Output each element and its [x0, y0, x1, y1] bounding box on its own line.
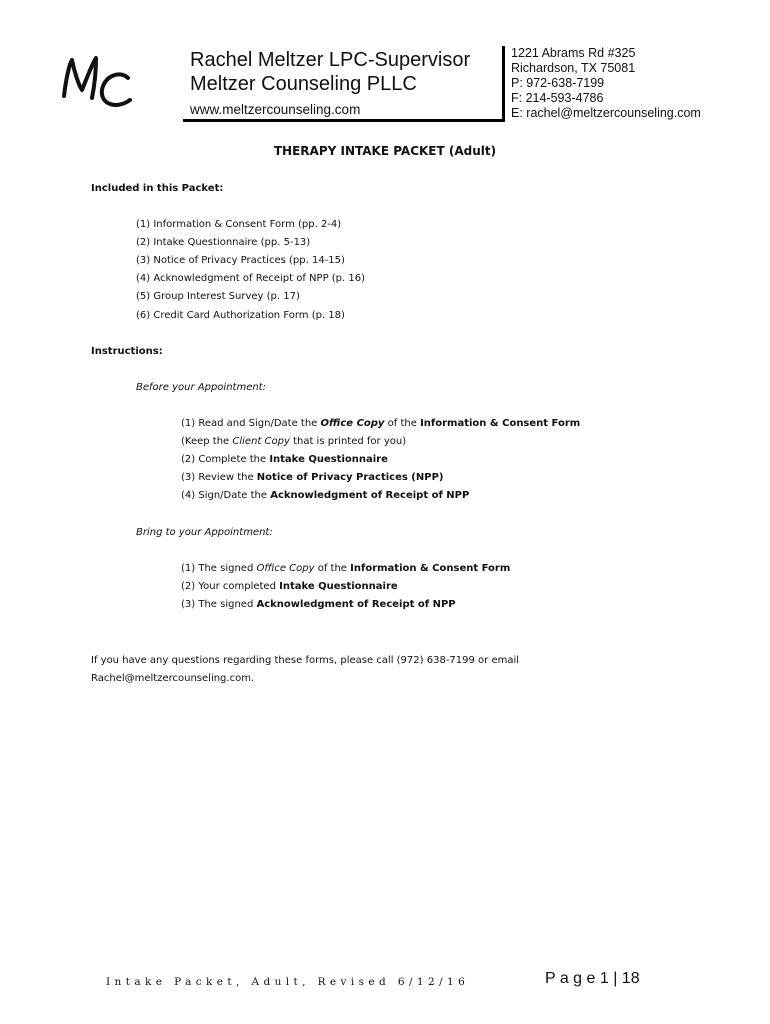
document-title: THERAPY INTAKE PACKET (Adult) — [273, 144, 497, 158]
before-step-1-note: (Keep the Client Copy that is printed for you) — [181, 436, 407, 447]
list-item: (2) Intake Questionnaire (pp. 5-13) — [136, 237, 311, 248]
bring-item-3: (3) The signed Acknowledgment of Receipt of NPP — [181, 599, 456, 610]
fax-number: F: 214-593-4786 — [511, 91, 604, 105]
list-item: (3) Notice of Privacy Practices (pp. 14-15) — [136, 255, 345, 266]
list-item: (6) Credit Card Authorization Form (p. 18) — [136, 310, 345, 321]
practice-name: Meltzer Counseling PLLC — [190, 73, 417, 95]
instructions-heading: Instructions: — [91, 346, 163, 357]
before-appointment-heading: Before your Appointment: — [136, 382, 266, 393]
before-step-3: (3) Review the Notice of Privacy Practices (NPP) — [181, 472, 444, 483]
list-item: (5) Group Interest Survey (p. 17) — [136, 291, 300, 302]
practice-header — [190, 48, 470, 120]
phone-number: P: 972-638-7199 — [511, 76, 605, 90]
closing-line-1: If you have any questions regarding these forms, please call (972) 638-7199 or email — [91, 655, 520, 666]
included-heading: Included in this Packet: — [91, 183, 224, 194]
header-vertical-divider — [502, 46, 505, 122]
bring-item-1: (1) The signed Office Copy of the Information & Consent Form — [181, 563, 511, 574]
list-item: (1) Information & Consent Form (pp. 2-4) — [136, 219, 342, 230]
page-number: P a g e 1 | 18 — [545, 970, 640, 987]
address-line-1: 1221 Abrams Rd #325 — [511, 46, 636, 60]
bring-appointment-heading: Bring to your Appointment: — [136, 527, 273, 538]
before-step-4: (4) Sign/Date the Acknowledgment of Receipt of NPP — [181, 490, 470, 501]
practitioner-name: Rachel Meltzer LPC-Supervisor — [190, 49, 471, 71]
header-horizontal-divider — [183, 119, 505, 122]
email-address[interactable]: E: rachel@meltzercounseling.com — [511, 106, 701, 120]
before-step-2: (2) Complete the Intake Questionnaire — [181, 454, 388, 465]
bring-item-2: (2) Your completed Intake Questionnaire — [181, 581, 398, 592]
footer-revision: Intake Packet, Adult, Revised 6/12/16 — [106, 976, 470, 988]
before-step-1: (1) Read and Sign/Date the Office Copy of the Information & Consent Form — [181, 418, 581, 429]
closing-email[interactable]: Rachel@meltzercounseling.com. — [91, 673, 255, 684]
address-line-2: Richardson, TX 75081 — [511, 61, 636, 75]
website-link[interactable]: www.meltzercounseling.com — [190, 102, 361, 117]
mc-logo — [58, 48, 134, 114]
contact-block — [511, 46, 701, 121]
list-item: (4) Acknowledgment of Receipt of NPP (p. 16) — [136, 273, 366, 284]
